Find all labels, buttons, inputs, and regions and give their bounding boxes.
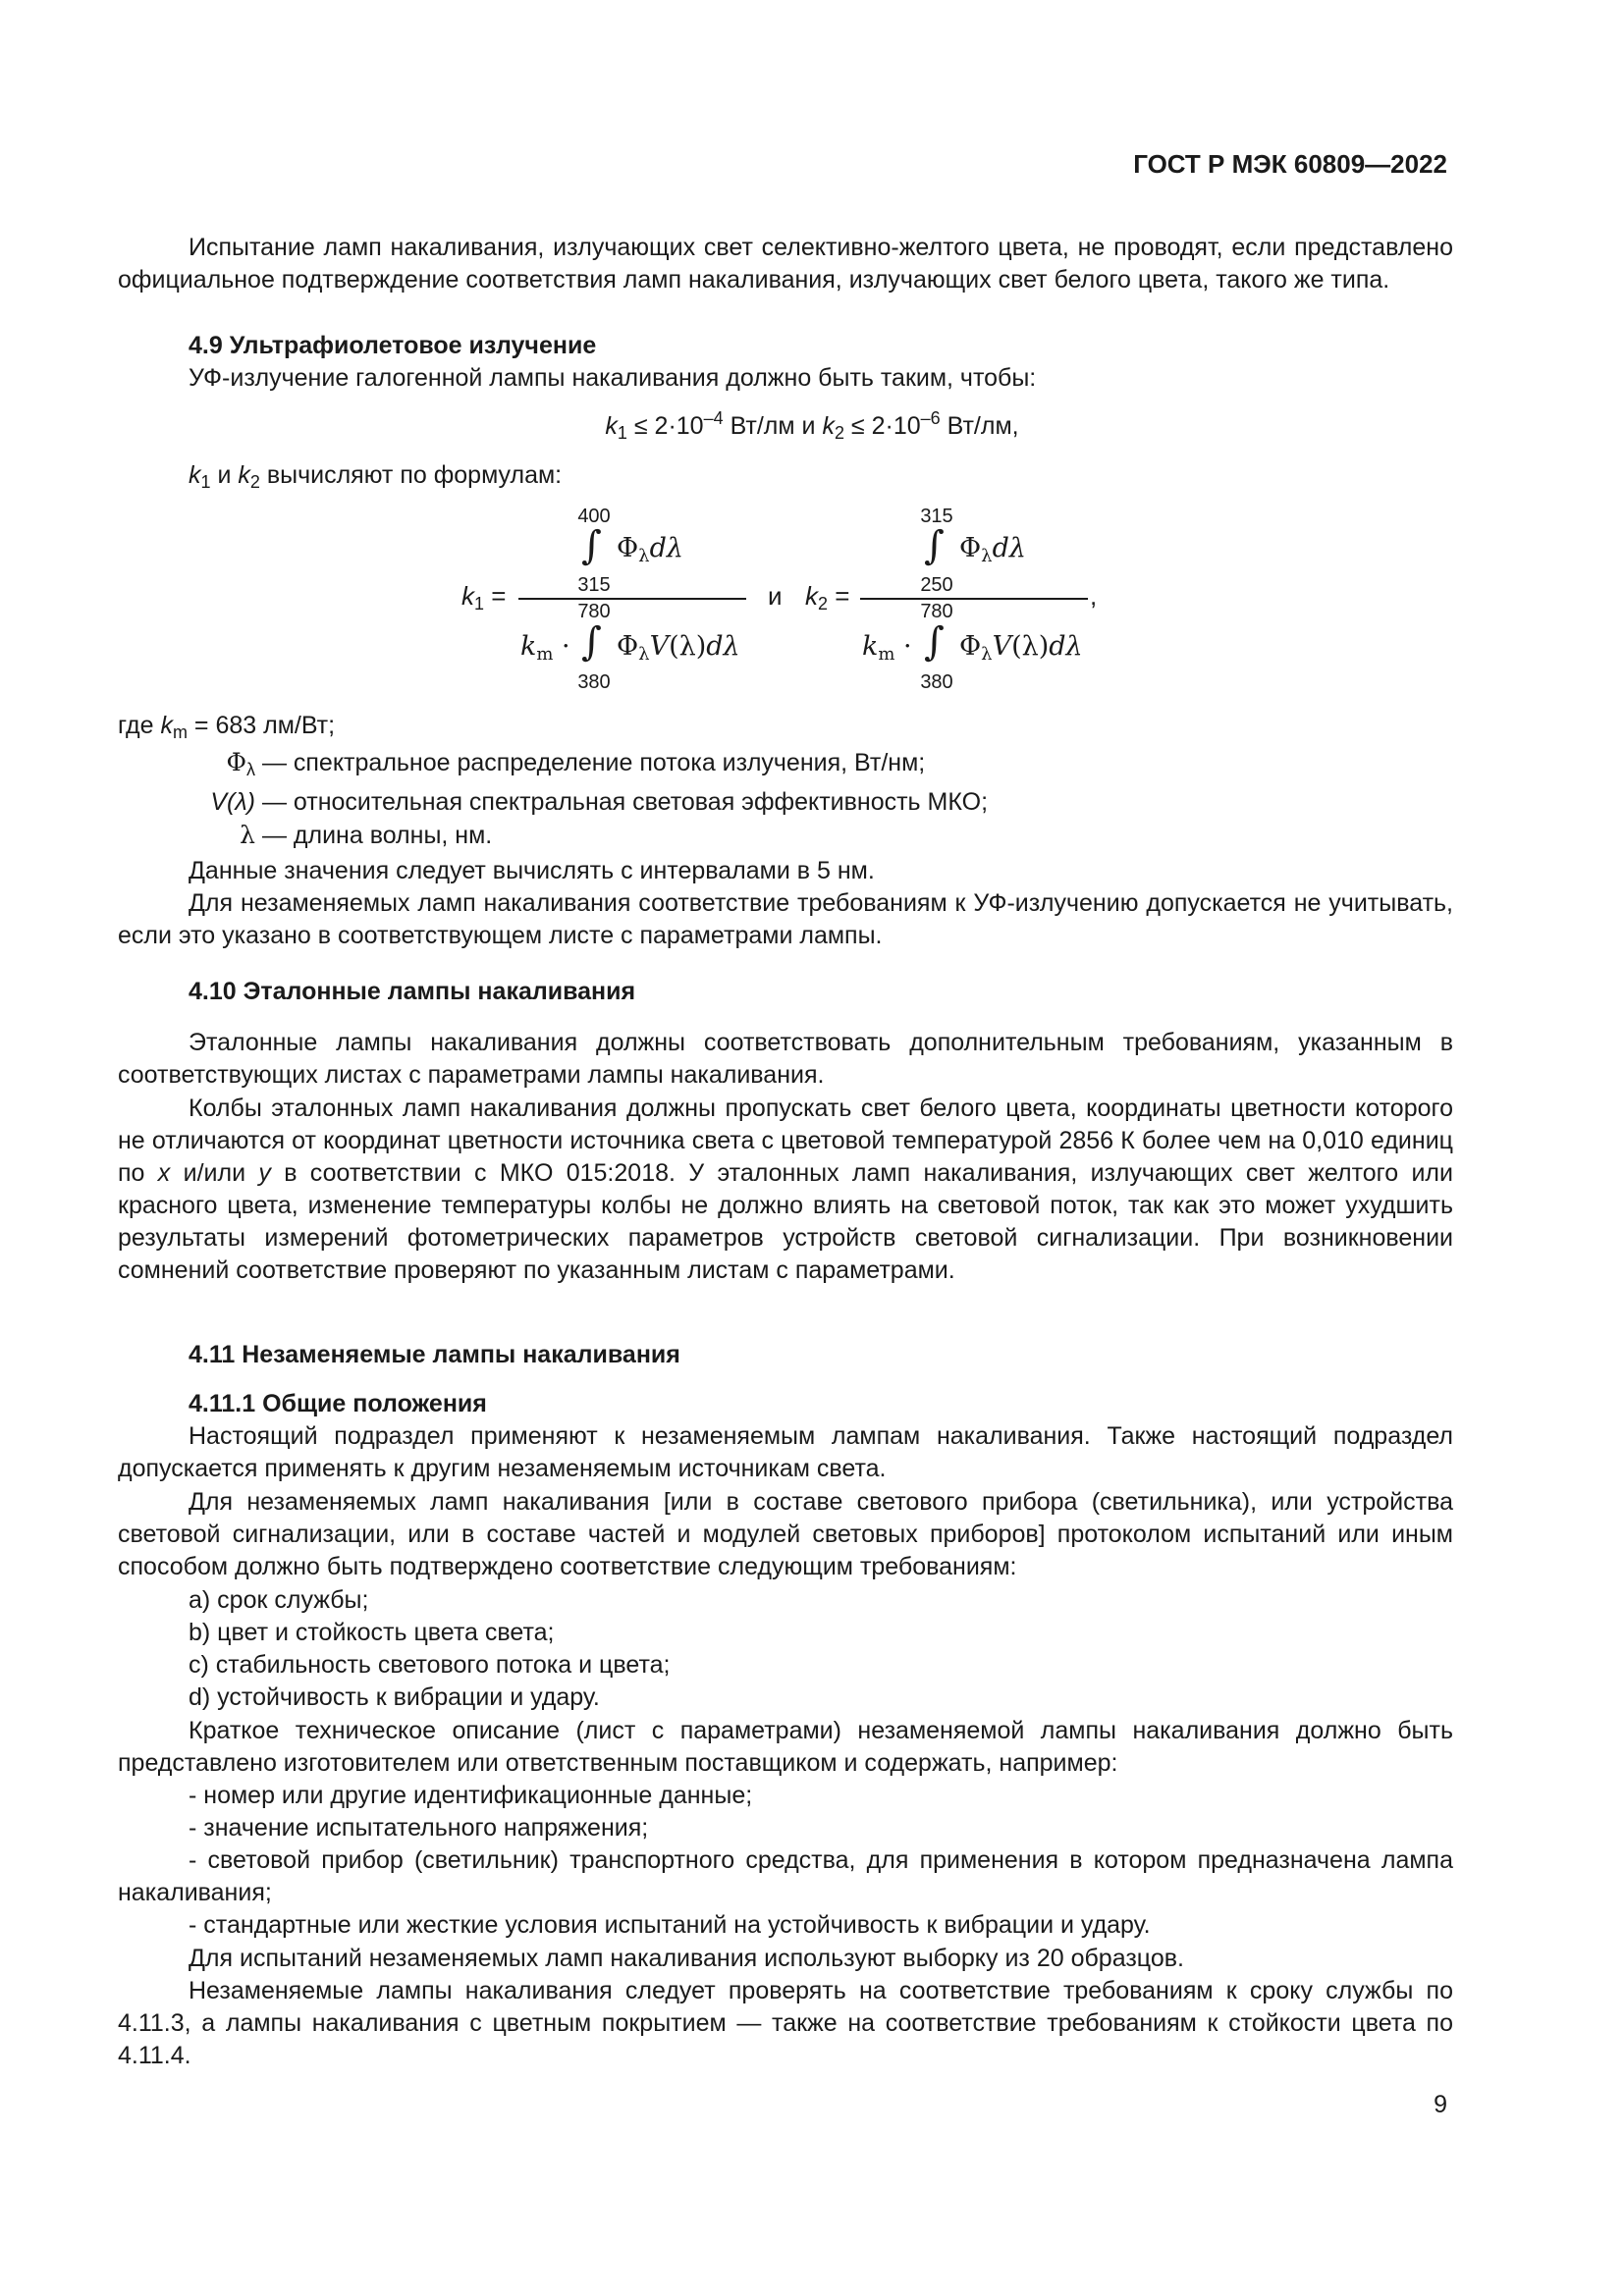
definition-symbol-sub: λ	[246, 760, 255, 779]
section-4-11-p3: Краткое техническое описание (лист с параметрами) незаменяемой лампы накаливания должно быть представлено изготовителем или ответственным поставщиком и содержать, например:	[118, 1717, 1453, 1777]
list-item: - номер или другие идентификационные данные;	[189, 1782, 753, 1809]
f1-den-lambda: (λ)	[669, 631, 707, 662]
f1-den-km	[520, 631, 570, 665]
f1-fraction-bar	[518, 598, 746, 600]
section-4-11-p1: Настоящий подраздел применяют к незаменяемым лампам накаливания. Также настоящий подраздел допускается применять к другим незаменяемым источникам света.	[118, 1422, 1453, 1482]
f2-dot: ·	[903, 631, 912, 662]
f2-num-lower: 250	[920, 574, 953, 596]
p2-x: x	[157, 1159, 171, 1187]
f2-num-expr	[959, 533, 1026, 566]
p2-y: y	[258, 1159, 271, 1187]
list-item: - значение испытательного напряжения;	[189, 1814, 649, 1842]
f2-fraction-bar	[860, 598, 1088, 600]
list-item: c) стабильность светового потока и цвета;	[189, 1651, 671, 1679]
f2-den-integral-icon: ∫	[924, 619, 945, 665]
definition-item	[118, 746, 1453, 786]
section-4-9-title: 4.9 Ультрафиолетовое излучение	[189, 332, 597, 359]
f2-den-expr	[959, 631, 1083, 665]
f1-den-dlambda: dλ	[706, 631, 740, 662]
f1-den-phi-sub: λ	[638, 644, 650, 665]
k1-symbol: k	[605, 412, 618, 440]
f1-dot: ·	[562, 631, 570, 662]
datasheet-list	[118, 1780, 1453, 1942]
k2-exponent: –6	[920, 408, 941, 428]
formula-comma: ,	[1090, 581, 1098, 611]
definition-symbol: V(λ)	[210, 788, 255, 816]
k2-limit: ≤ 2·10	[850, 412, 921, 440]
definition-item	[118, 819, 1453, 852]
list-item: - световой прибор (светильник) транспортного средства, для применения в котором предназначена лампа накаливания;	[118, 1846, 1453, 1906]
f2-den-phi-sub: λ	[981, 644, 993, 665]
f1-km: k	[520, 631, 537, 662]
calc-k2-sub: 2	[249, 472, 260, 492]
intro-paragraph: Испытание ламп накаливания, излучающих свет селективно-желтого цвета, не проводят, если представлено официальное подтверждение соответствия ламп накаливания, излучающих свет белого цвета, такого же типа.	[118, 234, 1453, 294]
formula-k2-sub: 2	[818, 594, 829, 614]
f1-km-sub: m	[536, 644, 554, 665]
definition-symbol: Φ	[226, 748, 246, 776]
f2-km: k	[862, 631, 879, 662]
f2-num-upper: 315	[920, 506, 953, 527]
uv-formula	[0, 0, 1624, 707]
section-4-11-p4: Для испытаний незаменяемых ламп накаливания используют выборку из 20 образцов.	[189, 1945, 1184, 1972]
f1-num-lower: 315	[577, 574, 611, 596]
calc-and: и	[217, 461, 232, 489]
where-line	[118, 712, 335, 743]
p2-part-a: Колбы эталонных ламп накаливания должны пропускать свет белого цвета, координаты цветности которого не отличаются от координат цветности источника света с цветовой температурой 2856 К более чем на 0,010 единиц по	[118, 1095, 1453, 1187]
f2-phi: Φ	[959, 533, 982, 563]
f2-den-v: V	[992, 631, 1012, 662]
formula-k1-symbol: k	[461, 581, 474, 611]
section-4-11-p2: Для незаменяемых ламп накаливания [или в составе светового прибора (светильника), или устройства световой сигнализации, или в составе частей и модулей световых приборов] протоколом испытаний или иным способом должно быть подтверждено соответствие следующим требованиям:	[118, 1488, 1453, 1580]
definition-item	[118, 786, 1453, 819]
k2-symbol: k	[822, 412, 835, 440]
f1-num-upper: 400	[577, 506, 611, 527]
f1-num-expr	[617, 533, 683, 566]
interval-paragraph: Данные значения следует вычислять с интервалами в 5 нм.	[189, 857, 875, 884]
f2-den-km	[862, 631, 912, 665]
requirements-list	[189, 1584, 670, 1714]
f2-den-lambda: (λ)	[1011, 631, 1050, 662]
calc-k1-sub: 1	[200, 472, 211, 492]
f1-dlambda: dλ	[649, 533, 683, 563]
calc-tail: вычисляют по формулам:	[266, 461, 563, 489]
formula-k1-eq: =	[491, 581, 507, 611]
formula-k2-symbol: k	[805, 581, 818, 611]
definition-symbol: λ	[240, 821, 255, 849]
f1-num-integral-icon: ∫	[581, 523, 602, 568]
nonreplaceable-uv-paragraph: Для незаменяемых ламп накаливания соответствие требованиям к УФ-излучению допускается не учитывать, если это указано в соответствующем листе с параметрами лампы.	[118, 889, 1453, 949]
f2-den-dlambda: dλ	[1049, 631, 1083, 662]
k1-limit: ≤ 2·10	[633, 412, 704, 440]
f1-phi-sub: λ	[638, 546, 650, 566]
document-header: ГОСТ Р МЭК 60809—2022	[1133, 149, 1447, 179]
page-number: 9	[1434, 2091, 1447, 2118]
k1-unit: Вт/лм и	[730, 412, 816, 440]
calc-k1: k	[189, 461, 201, 489]
f1-den-v: V	[649, 631, 670, 662]
f1-den-upper: 780	[577, 601, 611, 622]
section-4-11-1-title: 4.11.1 Общие положения	[189, 1390, 487, 1417]
f2-den-phi: Φ	[959, 631, 982, 662]
section-4-10-title: 4.10 Эталонные лампы накаливания	[189, 978, 636, 1005]
list-item: a) срок службы;	[189, 1586, 369, 1614]
f1-phi: Φ	[617, 533, 639, 563]
f1-den-lower: 380	[577, 671, 611, 693]
f1-den-integral-icon: ∫	[581, 619, 602, 665]
section-4-11-p5: Незаменяемые лампы накаливания следует проверять на соответствие требованиям к сроку службы по 4.11.3, а лампы накаливания с цветным покрытием — также на соответствие требованиям к стойкости цвета по 4.11.4.	[118, 1977, 1453, 2069]
section-4-10-p1: Эталонные лампы накаливания должны соответствовать дополнительным требованиям, указанным в соответствующих листах с параметрами лампы накаливания.	[118, 1029, 1453, 1089]
formula-and: и	[768, 581, 783, 611]
where-k: k	[160, 712, 173, 739]
definition-text: — относительная спектральная световая эффективность МКО;	[261, 788, 989, 816]
list-item: d) устойчивость к вибрации и удару.	[189, 1683, 600, 1711]
definition-text: — спектральное распределение потока излучения, Вт/нм;	[261, 749, 926, 776]
formula-k2-label	[805, 581, 849, 614]
f2-den-lower: 380	[920, 671, 953, 693]
k1-exponent: –4	[703, 408, 724, 428]
f1-den-phi: Φ	[617, 631, 639, 662]
k2-subscript: 2	[834, 423, 844, 443]
where-value: = 683 лм/Вт;	[193, 712, 336, 739]
definitions-list	[118, 746, 1453, 852]
list-item: - стандартные или жесткие условия испытаний на устойчивость к вибрации и удару.	[189, 1911, 1151, 1939]
p2-part-b: и/или	[183, 1159, 246, 1187]
k1-subscript: 1	[617, 423, 627, 443]
definition-text: — длина волны, нм.	[261, 822, 493, 849]
section-4-11-title: 4.11 Незаменяемые лампы накаливания	[189, 1341, 680, 1368]
list-item: b) цвет и стойкость цвета света;	[189, 1619, 555, 1646]
where-k-sub: m	[172, 722, 188, 742]
f2-num-integral-icon: ∫	[924, 523, 945, 568]
where-lead: где	[118, 712, 154, 739]
f2-km-sub: m	[878, 644, 895, 665]
formula-k2-eq: =	[835, 581, 850, 611]
formula-k1-sub: 1	[474, 594, 485, 614]
calc-k2: k	[238, 461, 250, 489]
f2-dlambda: dλ	[992, 533, 1026, 563]
k2-unit: Вт/лм,	[947, 412, 1019, 440]
section-4-10-p2	[118, 1093, 1453, 1287]
f1-den-expr	[617, 631, 740, 665]
f2-phi-sub: λ	[981, 546, 993, 566]
f2-den-upper: 780	[920, 601, 953, 622]
section-4-9-lead: УФ-излучение галогенной лампы накаливания должно быть таким, чтобы:	[189, 364, 1037, 392]
formula-k1-label	[461, 581, 506, 614]
p2-part-c: в соответствии с МКО 015:2018. У эталонных ламп накаливания, излучающих свет желтого или красного цвета, изменение температуры колбы не должно влиять на световой поток, так как это может ухудшить результаты измерений фотометрических параметров устройств световой сигнализации. При возникновении сомнений соответствие проверяют по указанным листам с параметрами.	[118, 1159, 1453, 1284]
